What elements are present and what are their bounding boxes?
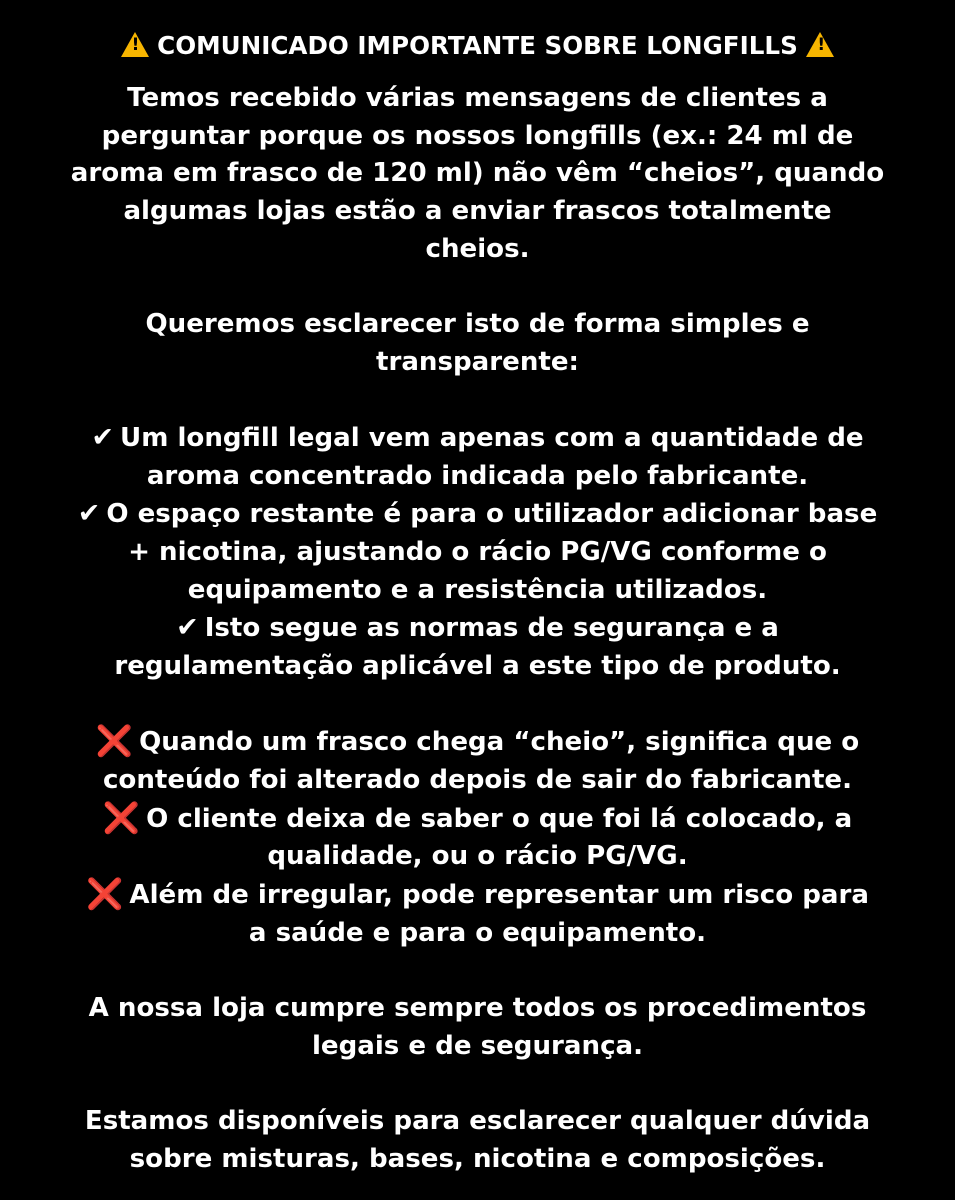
cross-mark-icon: ❌ — [95, 724, 134, 760]
warning-item-text: O cliente deixa de saber o que foi lá colocado, a — [146, 803, 853, 834]
text-line: cheios. — [425, 233, 530, 264]
text-line: Estamos disponíveis para esclarecer qualquer dúvida — [84, 1105, 871, 1136]
clarify-paragraph — [0, 306, 955, 381]
check-item-text: Isto segue as normas de segurança e a — [204, 613, 779, 644]
warning-item — [0, 800, 955, 839]
check-item — [0, 495, 955, 534]
text-line: sobre misturas, bases, nicotina e composições. — [129, 1143, 826, 1174]
cross-mark-icon: ❌ — [86, 877, 124, 913]
checkmark-icon: ✔ — [91, 421, 115, 453]
warning-item — [0, 723, 955, 762]
text-line: algumas lojas estão a enviar frascos totalmente — [123, 196, 832, 227]
statement-paragraph — [0, 990, 955, 1065]
text-line: A nossa loja cumpre sempre todos os procedimentos — [88, 993, 867, 1024]
page-title — [0, 22, 955, 70]
text-line: qualidade, ou o rácio PG/VG. — [267, 841, 688, 872]
title-text: COMUNICADO IMPORTANTE SOBRE LONGFILLS — [157, 31, 798, 60]
text-line: regulamentação aplicável a este tipo de produto. — [114, 651, 841, 682]
cross-mark-icon: ❌ — [102, 800, 141, 836]
checks-paragraph — [0, 419, 955, 686]
check-item-text: Um longfill legal vem apenas com a quantidade de — [120, 422, 864, 453]
text-line: legais e de segurança. — [311, 1030, 644, 1061]
check-item — [0, 609, 955, 648]
intro-paragraph — [0, 80, 955, 269]
closing-paragraph — [0, 1103, 955, 1178]
checkmark-icon: ✔ — [176, 612, 199, 644]
warning-item-text: Quando um frasco chega “cheio”, significa que o — [139, 727, 860, 758]
text-line: aroma concentrado indicada pelo fabricante. — [146, 460, 809, 491]
warning-item-text: Além de irregular, pode representar um risco para — [129, 880, 869, 911]
text-line: aroma em frasco de 120 ml) não vêm “cheios”, quando — [70, 158, 885, 189]
text-line: Temos recebido várias mensagens de clientes a — [127, 83, 828, 113]
text-line: conteúdo foi alterado depois de sair do fabricante. — [102, 765, 853, 796]
warning-icon — [806, 32, 834, 57]
check-item — [0, 419, 955, 458]
warning-icon — [121, 32, 149, 57]
check-item-text: O espaço restante é para o utilizador adicionar base — [106, 499, 878, 530]
notice-card — [0, 22, 955, 1178]
checkmark-icon: ✔ — [77, 498, 101, 530]
text-line: a saúde e para o equipamento. — [248, 917, 707, 948]
warnings-paragraph — [0, 723, 955, 952]
text-line: + nicotina, ajustando o rácio PG/VG conforme o — [128, 537, 827, 568]
text-line: Queremos esclarecer isto de forma simples e — [145, 309, 810, 340]
text-line: equipamento e a resistência utilizados. — [187, 574, 768, 605]
text-line: transparente: — [376, 346, 579, 377]
text-line: perguntar porque os nossos longfills (ex.: 24 ml de — [101, 120, 854, 151]
warning-item — [0, 876, 955, 915]
